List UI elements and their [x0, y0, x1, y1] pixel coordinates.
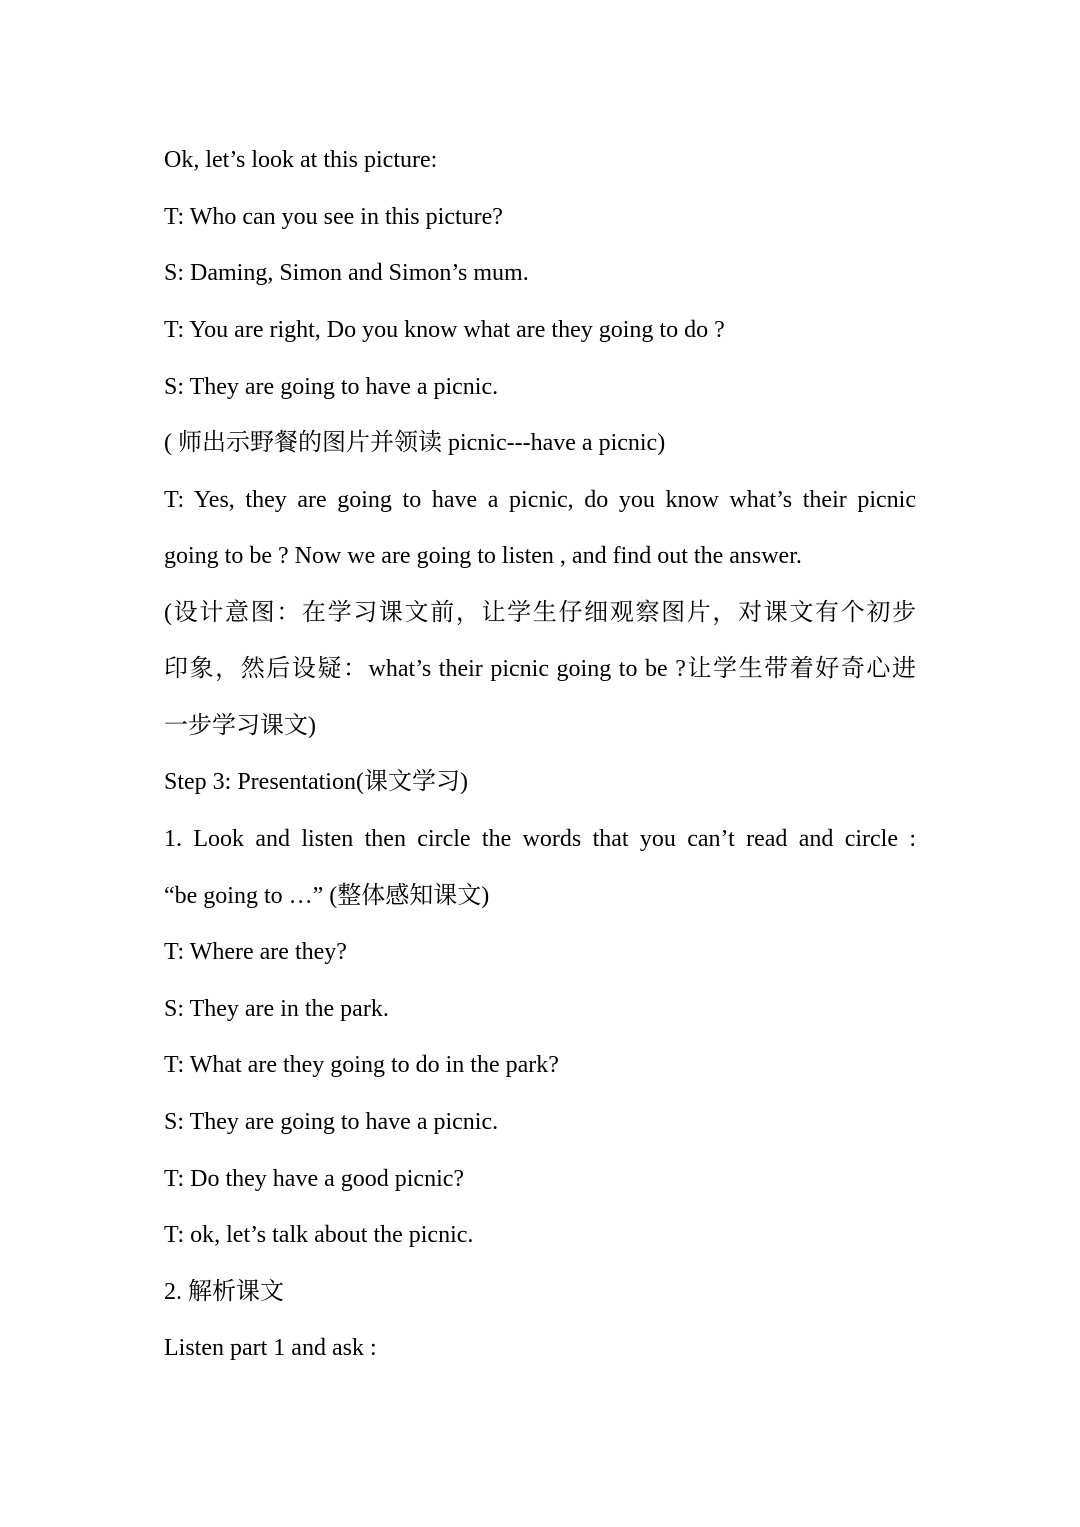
text-line: T: You are right, Do you know what are they going to do ?	[164, 317, 725, 343]
text-line: T: Where are they?	[164, 939, 347, 965]
text-line: S: Daming, Simon and Simon’s mum.	[164, 260, 529, 286]
text-line: S: They are going to have a picnic.	[164, 1109, 499, 1135]
text-line: S: They are in the park.	[164, 996, 389, 1022]
text-line: 1. Look and listen then circle the words that you can’t read and circle :	[164, 826, 916, 852]
text-line: T: Do they have a good picnic?	[164, 1166, 465, 1192]
text-line: T: Yes, they are going to have a picnic, do you know what’s their picnic	[164, 487, 916, 513]
text-line: Ok, let’s look at this picture:	[164, 147, 438, 173]
text-line: 2. 解析课文	[164, 1279, 284, 1305]
text-line: T: Who can you see in this picture?	[164, 204, 503, 230]
text-line: 一步学习课文)	[164, 713, 316, 739]
text-line: S: They are going to have a picnic.	[164, 374, 499, 400]
text-line: 印象，然后设疑：what’s their picnic going to be ?让学生带着好奇心进	[164, 656, 916, 682]
text-line: going to be ? Now we are going to listen , and find out the answer.	[164, 543, 802, 569]
text-line: ( 师出示野餐的图片并领读 picnic---have a picnic)	[164, 430, 666, 456]
text-line: “be going to …” (整体感知课文)	[164, 883, 490, 909]
text-line: T: What are they going to do in the park?	[164, 1052, 559, 1078]
text-line: (设计意图：在学习课文前，让学生仔细观察图片，对课文有个初步	[164, 600, 916, 626]
text-line: T: ok, let’s talk about the picnic.	[164, 1222, 474, 1248]
text-line: Listen part 1 and ask :	[164, 1335, 377, 1361]
text-line: Step 3: Presentation(课文学习)	[164, 769, 468, 795]
